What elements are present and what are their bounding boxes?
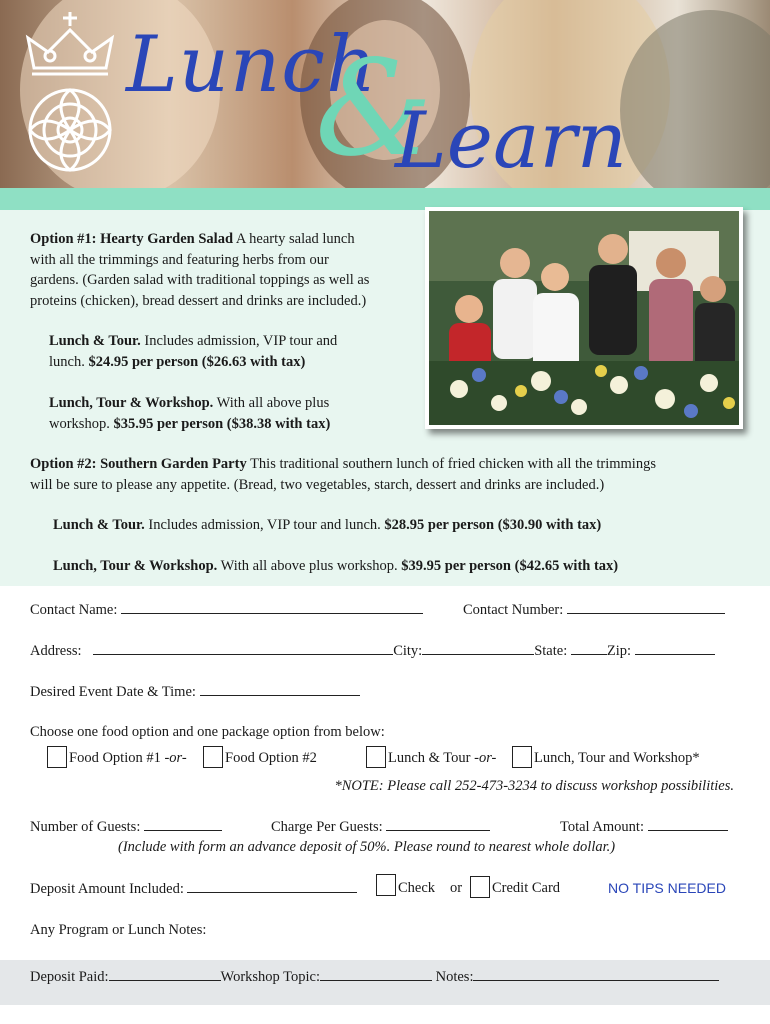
num-guests-label: Number of Guests:: [30, 819, 141, 835]
num-guests-row: [30, 816, 222, 837]
city-field[interactable]: [422, 640, 534, 655]
lunch-tour-workshop-label: Lunch, Tour and Workshop*: [534, 750, 700, 766]
check-label: Check: [398, 880, 436, 896]
total-label: Total Amount:: [560, 819, 644, 835]
option1-desc-1: A hearty salad lunch: [233, 231, 355, 247]
check-checkbox[interactable]: [376, 874, 396, 896]
charge-row: [271, 816, 490, 837]
contact-number-row: [463, 599, 725, 620]
zip-field[interactable]: [635, 640, 715, 655]
option2-pkg2-price: $39.95 per person ($42.65 with tax): [401, 558, 619, 574]
contact-name-row: [30, 599, 423, 620]
lunch-tour-checkbox[interactable]: [366, 746, 386, 768]
total-row: [560, 816, 728, 837]
city-label: City:: [393, 643, 423, 659]
option1-pkg2-desc: With all above plus: [213, 395, 330, 411]
workshop-note: *NOTE: Please call 252-473-3234 to discuss workshop possibilities.: [334, 778, 734, 794]
food-option-1-row: [69, 748, 187, 768]
program-notes-label: Any Program or Lunch Notes:: [30, 922, 207, 938]
footer-notes-field[interactable]: [473, 966, 719, 981]
or-separator: -or-: [160, 750, 187, 766]
crown-rose-logo: [14, 8, 126, 184]
option1-pkg1-price: $24.95 per person ($26.63 with tax): [88, 353, 306, 370]
payment-or: or: [450, 880, 463, 896]
option1-pkg2-price: $35.95 per person ($38.38 with tax): [113, 415, 331, 432]
address-row: [30, 640, 715, 661]
food-option-1-checkbox[interactable]: [47, 746, 67, 768]
address-field[interactable]: [93, 640, 393, 655]
credit-card-label: Credit Card: [492, 880, 561, 896]
option1-desc-4: proteins (chicken), bread dessert and drinks are included.): [30, 292, 367, 309]
option2-pkg1-title: Lunch & Tour.: [53, 517, 145, 533]
address-label: Address:: [30, 643, 82, 659]
food-option-2-checkbox[interactable]: [203, 746, 223, 768]
title-lunch: Lunch: [126, 20, 378, 110]
option2-pkg2-desc: With all above plus workshop.: [217, 558, 402, 574]
group-photo: [425, 207, 743, 429]
deposit-amount-label: Deposit Amount Included:: [30, 881, 184, 897]
lunch-tour-row: [388, 748, 496, 768]
option1-package1: [49, 331, 419, 372]
option2-pkg1-desc: Includes admission, VIP tour and lunch.: [144, 517, 385, 533]
or-separator-2: -or-: [470, 750, 497, 766]
event-date-row: [30, 681, 360, 702]
option2-pkg1-price: $28.95 per person ($30.90 with tax): [384, 517, 602, 533]
option2-package1: [53, 515, 763, 536]
contact-number-field[interactable]: [567, 599, 725, 614]
state-label: State:: [534, 643, 568, 659]
contact-number-label: Contact Number:: [463, 602, 564, 618]
workshop-topic-field[interactable]: [320, 966, 432, 981]
food-option-1-label: Food Option #1: [69, 750, 161, 766]
state-field[interactable]: [571, 640, 607, 655]
option1-heading: Option #1: Hearty Garden Salad: [30, 231, 234, 247]
option1-pkg1-desc2: lunch.: [49, 353, 89, 370]
workshop-topic-label: Workshop Topic:: [220, 969, 320, 985]
lunch-tour-workshop-checkbox[interactable]: [512, 746, 532, 768]
option2-heading: Option #2: Southern Garden Party: [30, 456, 247, 472]
deposit-paid-field[interactable]: [109, 966, 221, 981]
footer-notes-label: Notes:: [435, 969, 474, 985]
event-date-label: Desired Event Date & Time:: [30, 684, 196, 700]
option2-pkg2-title: Lunch, Tour & Workshop.: [53, 558, 218, 574]
option1-pkg2-desc2: workshop.: [49, 415, 114, 432]
num-guests-field[interactable]: [144, 816, 222, 831]
deposit-amount-row: [30, 878, 357, 899]
deposit-paid-label: Deposit Paid:: [30, 969, 109, 985]
title-learn: Learn: [395, 96, 627, 186]
option1-package2: [49, 393, 419, 434]
charge-field[interactable]: [386, 816, 490, 831]
total-field[interactable]: [648, 816, 728, 831]
charge-label: Charge Per Guests:: [271, 819, 383, 835]
no-tips-note: NO TIPS NEEDED: [608, 880, 726, 896]
option1-pkg1-desc: Includes admission, VIP tour and: [140, 333, 338, 349]
zip-label: Zip:: [606, 643, 632, 659]
option1-desc-2: with all the trimmings and featuring herbs from our: [30, 251, 329, 268]
option1-pkg1-title: Lunch & Tour.: [49, 333, 141, 349]
option2-block: [30, 454, 760, 495]
contact-name-field[interactable]: [121, 599, 423, 614]
option2-desc-2: will be sure to please any appetite. (Bread, two vegetables, starch, dessert and drinks are included.): [30, 476, 605, 493]
footer-row: [30, 966, 719, 987]
contact-name-label: Contact Name:: [30, 602, 118, 618]
deposit-amount-field[interactable]: [187, 878, 357, 893]
option2-desc-1: This traditional southern lunch of fried chicken with all the trimmings: [246, 456, 656, 472]
option1-desc-3: gardens. (Garden salad with traditional toppings as well as: [30, 272, 370, 288]
choose-instruction: Choose one food option and one package option from below:: [30, 724, 385, 740]
option1-pkg2-title: Lunch, Tour & Workshop.: [49, 395, 214, 411]
title-ampersand: &: [315, 32, 433, 186]
credit-card-checkbox[interactable]: [470, 876, 490, 898]
option2-package2: [53, 556, 763, 577]
food-option-2-label: Food Option #2: [225, 750, 317, 766]
deposit-instruction: (Include with form an advance deposit of 50%. Please round to nearest whole dollar.): [118, 839, 616, 855]
event-date-field[interactable]: [200, 681, 360, 696]
lunch-tour-label: Lunch & Tour: [388, 750, 471, 766]
option1-block: [30, 229, 420, 311]
